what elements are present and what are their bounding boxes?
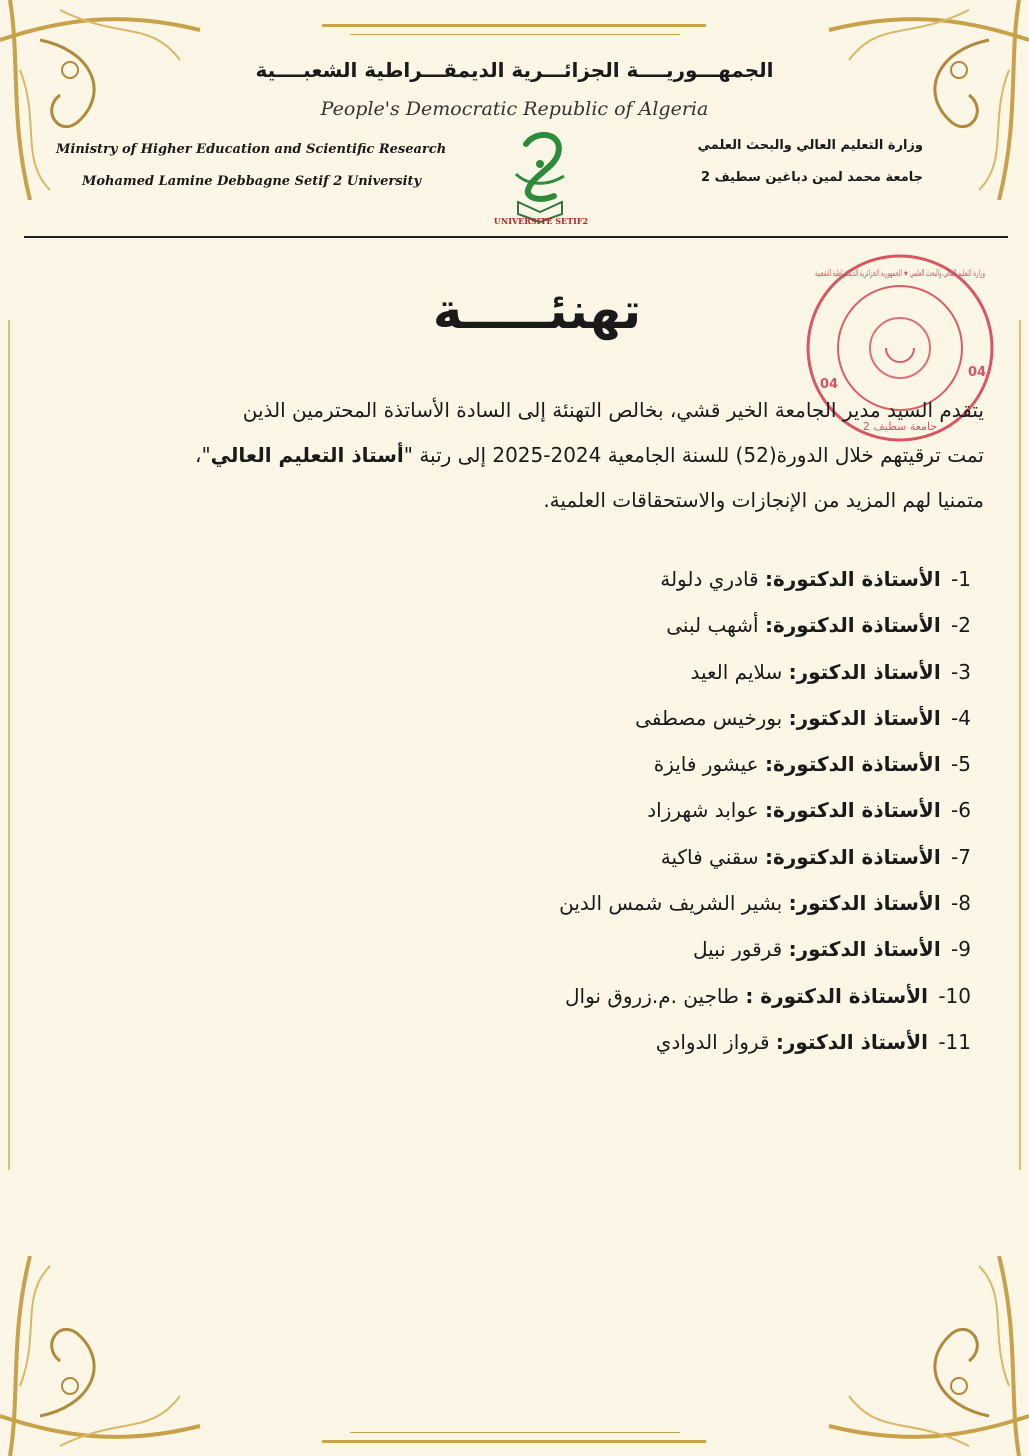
item-rank: الأستاذ الدكتور: <box>788 937 941 962</box>
item-name: قرواز الدوادي <box>655 1029 770 1054</box>
list-item <box>271 649 971 695</box>
bottom-left-ornament <box>0 1196 260 1456</box>
list-item <box>271 695 971 741</box>
stamp-ring-text: وزارة التعليم العالي والبحث العلمي ★ الجمهورية الجزائرية الديمقراطية الشعبية <box>815 269 985 279</box>
top-left-ornament <box>0 0 260 260</box>
item-name: عيشور فايزة <box>653 752 759 777</box>
header-left-info <box>56 134 456 198</box>
list-item <box>271 602 971 648</box>
bottom-frame-line <box>322 1440 706 1443</box>
stamp-code-right: 04 <box>968 365 987 380</box>
republic-title-en: People's Democratic Republic of Algeria <box>320 98 709 120</box>
logo-caption: UNIVERSITE SETIF2 <box>493 216 589 226</box>
header-right-info <box>563 130 923 194</box>
item-rank: الأستاذة الدكتورة : <box>745 983 928 1008</box>
list-item <box>271 556 971 602</box>
item-rank: الأستاذ الدكتور: <box>788 705 941 730</box>
stamp-inner-text: جامعة سطيف 2 <box>862 420 938 433</box>
item-number: 6- <box>951 798 971 823</box>
top-frame-line <box>322 24 706 27</box>
item-rank: الأستاذة الدكتورة: <box>764 613 941 638</box>
top-frame-line-thin <box>350 34 680 35</box>
item-name: قادري دلولة <box>660 567 759 591</box>
republic-title-ar: الجمهـــوريــــة الجزائـــرية الديمقـــراطية الشعبــــية <box>255 58 774 82</box>
header-divider <box>24 236 1008 238</box>
item-name: بشير الشريف شمس الدين <box>559 891 783 916</box>
item-number: 4- <box>951 705 971 730</box>
bottom-frame-line-thin <box>350 1432 680 1433</box>
item-rank: الأستاذة الدكتورة: <box>764 844 941 869</box>
item-number: 3- <box>951 659 971 684</box>
item-name: سلايم العيد <box>690 659 783 684</box>
item-number: 8- <box>951 891 971 916</box>
list-item <box>271 1019 971 1065</box>
item-name: سقني فاكية <box>660 844 759 869</box>
item-number: 9- <box>951 937 971 962</box>
list-item <box>271 787 971 833</box>
ministry-name-en: Ministry of Higher Education and Scientific Research <box>56 142 447 157</box>
item-number: 10- <box>938 983 971 1008</box>
page-title: تهنئـــــة <box>432 282 642 340</box>
list-item <box>271 973 971 1019</box>
intro-paragraph <box>78 388 984 523</box>
item-name: طاجين .م.زروق نوال <box>565 983 739 1008</box>
intro-rank: أستاذ التعليم العالي <box>210 443 404 467</box>
list-item <box>271 880 971 926</box>
item-number: 1- <box>951 567 971 591</box>
bottom-right-ornament <box>769 1196 1029 1456</box>
right-frame-line <box>1019 320 1021 1170</box>
item-number: 11- <box>938 1029 971 1054</box>
item-number: 5- <box>951 752 971 777</box>
left-frame-line <box>8 320 10 1170</box>
item-number: 2- <box>951 613 971 638</box>
item-rank: الأستاذ الدكتور: <box>788 659 941 684</box>
intro-line-2 <box>78 433 984 478</box>
item-number: 7- <box>951 844 971 869</box>
item-name: أشهب لبنى <box>666 613 759 638</box>
list-item <box>271 926 971 972</box>
item-rank: الأستاذ الدكتور: <box>788 891 941 916</box>
item-rank: الأستاذ الدكتور: <box>775 1029 928 1054</box>
item-name: عوابد شهرزاد <box>647 798 759 823</box>
item-rank: الأستاذة الدكتورة: <box>764 567 941 591</box>
promotees-list <box>271 556 971 1065</box>
intro-line-2-prefix: تمت ترقيتهم خلال الدورة(52) للسنة الجامعية 2024-2025 إلى رتبة " <box>403 443 984 467</box>
university-logo <box>488 124 592 228</box>
intro-line-1: يتقدم السيد مدير الجامعة الخير قشي، بخالص التهنئة إلى السادة الأساتذة المحترمين الذين <box>242 398 984 422</box>
item-rank: الأستاذة الدكتورة: <box>764 798 941 823</box>
item-name: بورخيس مصطفى <box>635 705 783 730</box>
item-name: قرقور نبيل <box>692 937 783 962</box>
list-item <box>271 741 971 787</box>
list-item <box>271 834 971 880</box>
ministry-name-ar: وزارة التعليم العالي والبحث العلمي <box>697 138 923 153</box>
university-name-en: Mohamed Lamine Debbagne Setif 2 University <box>82 174 422 189</box>
stamp-code-left: 04 <box>820 377 839 392</box>
intro-line-3: متمنيا لهم المزيد من الإنجازات والاستحقاقات العلمية. <box>543 488 984 512</box>
item-rank: الأستاذة الدكتورة: <box>764 752 941 777</box>
university-name-ar: جامعة محمد لمين دباغين سطيف 2 <box>701 170 923 185</box>
intro-line-2-suffix: "، <box>195 443 211 467</box>
